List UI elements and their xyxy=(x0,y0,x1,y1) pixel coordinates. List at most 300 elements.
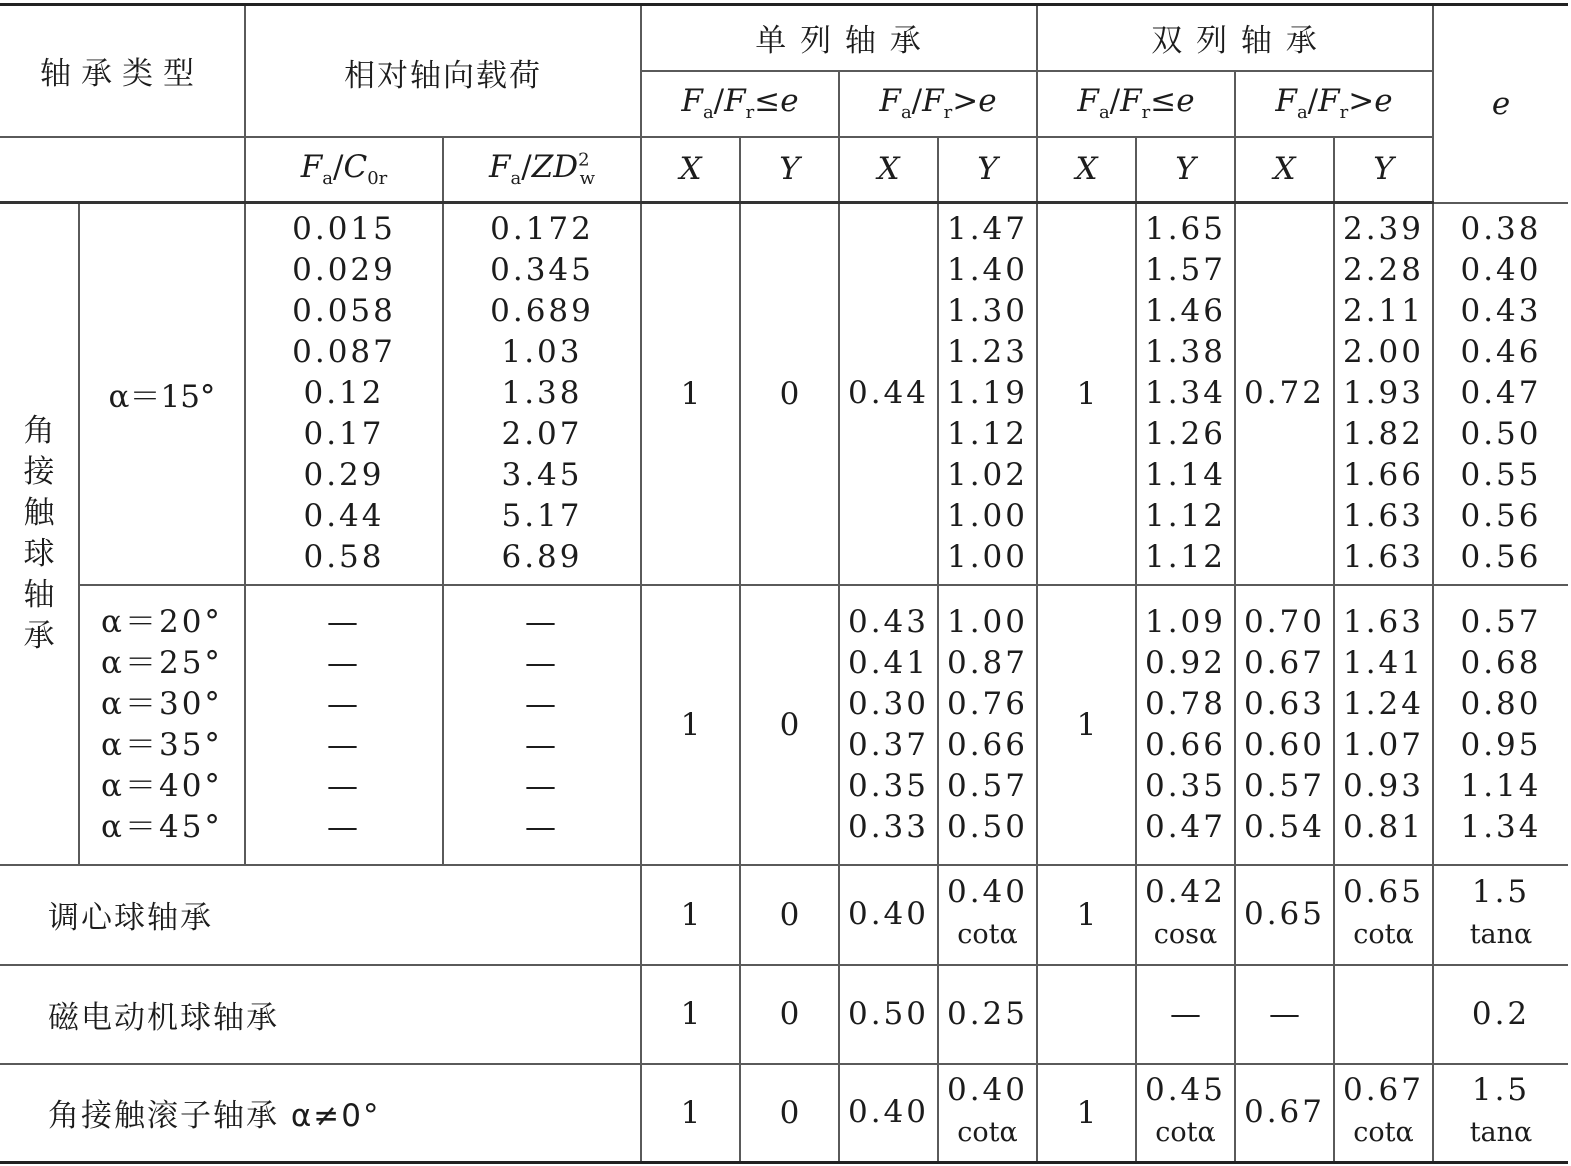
c0r-subscript: 0r xyxy=(367,168,388,190)
relative-axial-load-label: 相对轴向载荷 xyxy=(344,58,542,94)
fa-symbol: F xyxy=(300,149,323,186)
double-gt-x-values xyxy=(1236,602,1333,848)
value: 0.44 xyxy=(847,375,930,412)
list-value: 1.47 xyxy=(946,211,1029,248)
value-number: 1.5 xyxy=(1471,874,1531,910)
list-value: 1.02 xyxy=(946,457,1029,494)
angular-roller-double-gt-x xyxy=(1235,1064,1334,1163)
list-value: 1.24 xyxy=(1342,685,1425,722)
value-number: 0.42 xyxy=(1144,874,1227,910)
value: 1 xyxy=(680,896,701,933)
r-subscript: r xyxy=(1141,102,1151,124)
header-x2 xyxy=(839,137,938,203)
list-value: 0.68 xyxy=(1460,644,1542,681)
e-values xyxy=(1434,602,1568,848)
angular-contact-ball-label xyxy=(19,411,59,657)
list-value: 0.57 xyxy=(1460,603,1542,640)
fa-symbol: F xyxy=(1275,83,1297,120)
value: 1 xyxy=(680,375,701,412)
list-value: α＝25° xyxy=(101,644,223,681)
condition-le: ≤e xyxy=(1150,83,1195,120)
list-value: 0.92 xyxy=(1144,644,1227,681)
value: 0.50 xyxy=(847,995,930,1032)
value: 1 xyxy=(680,996,701,1032)
list-value: α＝45° xyxy=(101,808,223,845)
list-value: 1.34 xyxy=(1144,375,1227,412)
list-value: 1.03 xyxy=(501,334,583,371)
header-x3 xyxy=(1037,137,1136,203)
value: 1 xyxy=(1076,1094,1097,1131)
value: 0.67 xyxy=(1243,1094,1326,1131)
fa-c0r-values xyxy=(246,209,442,578)
single-gt-y-values xyxy=(939,209,1036,578)
header-single-gt: $F_a/F_r>e$ xyxy=(839,71,1037,137)
alpha15-row xyxy=(0,203,1568,585)
y-label: Y xyxy=(1175,151,1196,188)
value: 0 xyxy=(779,706,800,743)
a-subscript: a xyxy=(1296,102,1308,124)
magneto-label-cell xyxy=(0,965,641,1064)
single-gt-x-values xyxy=(840,602,937,848)
alpha-group-double-le-x xyxy=(1037,585,1136,865)
list-value: α＝20° xyxy=(101,603,223,640)
list-value: 0.058 xyxy=(292,293,396,330)
vert-char: 接 xyxy=(23,453,55,490)
value-func: cotα xyxy=(1353,919,1414,950)
list-value: 1.63 xyxy=(1342,498,1425,535)
value: 0.2 xyxy=(1471,995,1531,1032)
bearing-type-label: 轴承类型 xyxy=(40,56,204,93)
header-bearing-type xyxy=(0,5,245,137)
magneto-single-le-y xyxy=(740,965,839,1064)
header-y2 xyxy=(938,137,1037,203)
self-aligning-double-le-x xyxy=(1037,865,1136,965)
two-line-value xyxy=(939,1070,1036,1155)
list-value: 0.17 xyxy=(303,416,385,453)
value-func: tanα xyxy=(1469,919,1533,950)
list-value: 0.56 xyxy=(1460,539,1542,575)
alpha15-double-le-y xyxy=(1136,203,1235,585)
a-subscript: a xyxy=(1098,102,1110,124)
alpha15-single-le-y xyxy=(740,203,839,585)
a-subscript: a xyxy=(900,102,912,124)
alpha15-label-cell xyxy=(79,203,245,585)
self-aligning-single-gt-x xyxy=(839,865,938,965)
list-value: 0.66 xyxy=(1144,726,1227,763)
self-aligning-double-le-y xyxy=(1136,865,1235,965)
alpha-group-labels xyxy=(79,585,245,865)
angular-roller-row xyxy=(0,1064,1568,1163)
list-value: 1.38 xyxy=(501,375,583,412)
vert-char: 轴 xyxy=(23,576,55,613)
alpha15-fa-zdw2 xyxy=(443,203,641,585)
list-value: 1.14 xyxy=(1144,457,1227,494)
alpha-group-single-gt-x xyxy=(839,585,938,865)
magneto-single-gt-x xyxy=(839,965,938,1064)
alpha-group-double-gt-x xyxy=(1235,585,1334,865)
vert-char: 承 xyxy=(23,617,55,654)
header-relative-axial-load xyxy=(245,5,641,137)
value-func: tanα xyxy=(1469,1117,1533,1149)
double-gt-y-values xyxy=(1335,209,1432,578)
y-label: Y xyxy=(779,151,800,188)
list-value: 1.46 xyxy=(1144,293,1227,330)
alpha-group-fa-zdw2 xyxy=(443,585,641,865)
value: — xyxy=(1170,996,1201,1032)
value-number: 0.40 xyxy=(946,1072,1029,1109)
self-aligning-single-gt-y xyxy=(938,865,1037,965)
self-aligning-label-cell xyxy=(0,865,641,965)
alpha15-double-gt-y xyxy=(1334,203,1433,585)
angular-roller-label: 角接触滚子轴承 α≠0° xyxy=(48,1098,381,1135)
x-label: X xyxy=(679,151,702,188)
e-label: e xyxy=(1491,85,1511,122)
alpha15-single-le-x xyxy=(641,203,740,585)
list-value: — xyxy=(327,808,361,845)
value-func: cotα xyxy=(1353,1117,1414,1149)
list-value: 0.81 xyxy=(1342,808,1425,845)
value-func: cotα xyxy=(957,1117,1018,1149)
list-value: 1.26 xyxy=(1144,416,1227,453)
alpha15-double-le-x xyxy=(1037,203,1136,585)
list-value: 1.82 xyxy=(1342,416,1425,453)
magneto-double-le-x xyxy=(1037,965,1136,1064)
self-aligning-e xyxy=(1433,865,1568,965)
header-single-row xyxy=(641,5,1037,71)
header-e xyxy=(1433,5,1568,203)
value-func: cosα xyxy=(1153,919,1218,950)
angular-roller-double-gt-y xyxy=(1334,1064,1433,1163)
list-value: 2.39 xyxy=(1342,211,1425,248)
self-aligning-double-gt-y xyxy=(1334,865,1433,965)
list-value: 1.19 xyxy=(946,375,1029,412)
value: 1 xyxy=(1076,375,1097,412)
two-line-value xyxy=(939,872,1036,957)
header-y1 xyxy=(740,137,839,203)
list-value: 0.689 xyxy=(490,293,594,330)
double-le-y-values xyxy=(1137,602,1234,848)
header-x4 xyxy=(1235,137,1334,203)
list-value: — xyxy=(327,685,361,722)
value: 1 xyxy=(680,1094,701,1131)
header-row-3 xyxy=(0,137,1568,203)
list-value: 0.57 xyxy=(1243,767,1326,804)
single-gt-y-values xyxy=(939,602,1036,848)
y-label: Y xyxy=(977,151,998,188)
magneto-e xyxy=(1433,965,1568,1064)
value: 0.65 xyxy=(1243,896,1326,932)
value-func: cotα xyxy=(957,919,1018,950)
list-value: 1.12 xyxy=(1144,498,1227,535)
vert-char: 球 xyxy=(23,535,55,572)
magneto-double-gt-x xyxy=(1235,965,1334,1064)
list-value: 1.38 xyxy=(1144,334,1227,371)
squared-superscript: 2 xyxy=(578,149,590,171)
alpha15-label: α＝15° xyxy=(108,379,216,416)
angular-roller-label-cell xyxy=(0,1064,641,1163)
zd-symbol: ZD xyxy=(531,149,579,186)
list-value: 1.34 xyxy=(1460,808,1542,845)
list-value: 1.23 xyxy=(946,334,1029,371)
fa-symbol: F xyxy=(879,83,901,120)
fr-symbol: F xyxy=(1318,83,1340,120)
list-value: 1.93 xyxy=(1342,375,1425,412)
angular-roller-single-gt-x xyxy=(839,1064,938,1163)
self-aligning-single-le-y xyxy=(740,865,839,965)
list-value: — xyxy=(327,644,361,681)
alpha-group-fa-c0r xyxy=(245,585,443,865)
value: 1 xyxy=(1076,706,1097,743)
header-double-le: $F_a/F_r\le e$ xyxy=(1037,71,1235,137)
c-symbol: C xyxy=(343,149,368,186)
list-value: 0.78 xyxy=(1144,685,1227,722)
header-double-gt: $F_a/F_r>e$ xyxy=(1235,71,1433,137)
value: 0 xyxy=(779,1094,800,1131)
list-value: — xyxy=(525,644,559,681)
angular-roller-single-gt-y xyxy=(938,1064,1037,1163)
condition-gt: >e xyxy=(1348,83,1393,120)
list-value: — xyxy=(525,767,559,804)
list-value: α＝30° xyxy=(101,685,223,722)
condition-gt: >e xyxy=(952,83,997,120)
vert-char: 触 xyxy=(23,494,55,531)
fa-zdw2-values xyxy=(444,209,640,578)
alpha15-single-gt-x xyxy=(839,203,938,585)
list-value: — xyxy=(327,767,361,804)
header-y3 xyxy=(1136,137,1235,203)
two-line-value xyxy=(1434,872,1568,957)
double-gt-y-values xyxy=(1335,602,1432,848)
fa-symbol: F xyxy=(489,149,511,186)
two-line-value xyxy=(1137,1070,1234,1155)
value: 0.25 xyxy=(946,995,1029,1032)
value: 0 xyxy=(779,996,800,1032)
r-subscript: r xyxy=(1339,102,1349,124)
list-value: 1.66 xyxy=(1342,457,1425,494)
list-value: 0.87 xyxy=(946,644,1029,681)
list-value: 0.80 xyxy=(1460,685,1542,722)
magneto-row xyxy=(0,965,1568,1064)
value-number: 0.40 xyxy=(946,874,1029,910)
list-value: 0.345 xyxy=(490,252,594,289)
value: 0 xyxy=(779,896,800,933)
self-aligning-row xyxy=(0,865,1568,965)
list-value: 0.95 xyxy=(1460,726,1542,763)
condition-le: ≤e xyxy=(754,83,799,120)
magneto-single-gt-y xyxy=(938,965,1037,1064)
y-label: Y xyxy=(1373,151,1394,188)
list-value: 1.14 xyxy=(1460,767,1542,804)
list-value: 1.12 xyxy=(946,416,1029,453)
list-value: 0.33 xyxy=(847,808,930,845)
angular-contact-ball-label-cell xyxy=(0,203,79,865)
list-value: α＝40° xyxy=(101,767,223,804)
angular-roller-double-le-x xyxy=(1037,1064,1136,1163)
header-bearing-type-blank xyxy=(0,137,245,203)
header-x1 xyxy=(641,137,740,203)
list-value: 1.30 xyxy=(946,293,1029,330)
list-value: 5.17 xyxy=(501,498,583,535)
fa-zdw2-values xyxy=(444,602,640,848)
fr-symbol: F xyxy=(1120,83,1142,120)
two-line-value xyxy=(1137,872,1234,957)
alpha-group-e xyxy=(1433,585,1568,865)
list-value: 0.43 xyxy=(847,603,930,640)
list-value: 0.67 xyxy=(1243,644,1326,681)
x-label: X xyxy=(1273,151,1296,188)
header-y4 xyxy=(1334,137,1433,203)
value: 1 xyxy=(1076,896,1097,933)
two-line-value xyxy=(1335,872,1432,957)
value: 1 xyxy=(680,706,701,743)
angular-roller-double-le-y xyxy=(1136,1064,1235,1163)
header-single-le: $F_a/F_r\le e$ xyxy=(641,71,839,137)
alpha15-single-gt-y xyxy=(938,203,1037,585)
list-value: 6.89 xyxy=(501,539,583,576)
header-row-1 xyxy=(0,5,1568,71)
two-line-value xyxy=(1434,1070,1568,1155)
value: 0.40 xyxy=(847,1094,930,1131)
list-value: 1.00 xyxy=(946,539,1029,576)
list-value: 1.00 xyxy=(946,603,1029,640)
list-value: 1.65 xyxy=(1144,211,1227,248)
table-wrapper xyxy=(0,3,1568,1164)
list-value: 1.40 xyxy=(946,252,1029,289)
list-value: 0.37 xyxy=(847,726,930,763)
a-subscript: a xyxy=(702,102,714,124)
two-line-value xyxy=(1335,1070,1432,1155)
double-row-label: 双 列 轴 承 xyxy=(1151,23,1319,60)
fa-symbol: F xyxy=(681,83,703,120)
e-values xyxy=(1434,209,1568,578)
list-value: 0.54 xyxy=(1243,808,1326,845)
list-value: 0.66 xyxy=(946,726,1029,763)
x-label: X xyxy=(877,151,900,188)
list-value: 0.93 xyxy=(1342,767,1425,804)
r-subscript: r xyxy=(943,102,953,124)
list-value: 0.55 xyxy=(1460,457,1542,493)
double-le-y-values xyxy=(1137,209,1234,578)
list-value: α＝35° xyxy=(101,726,223,763)
list-value: 0.56 xyxy=(1460,498,1542,534)
value: — xyxy=(1269,996,1300,1032)
alpha15-double-gt-x xyxy=(1235,203,1334,585)
list-value: 0.29 xyxy=(303,457,385,494)
value-number: 1.5 xyxy=(1471,1072,1531,1109)
vert-char: 角 xyxy=(23,412,55,449)
list-value: — xyxy=(327,603,361,640)
list-value: 0.57 xyxy=(946,767,1029,804)
list-value: 1.12 xyxy=(1144,539,1227,576)
magneto-single-le-x xyxy=(641,965,740,1064)
value-func: cotα xyxy=(1155,1117,1216,1149)
list-value: — xyxy=(525,808,559,845)
w-subscript: w xyxy=(579,168,595,190)
list-value: 1.00 xyxy=(946,498,1029,535)
list-value: 0.50 xyxy=(946,808,1029,845)
fr-symbol: F xyxy=(922,83,944,120)
list-value: 1.07 xyxy=(1342,726,1425,763)
list-value: 0.47 xyxy=(1144,808,1227,845)
value-number: 0.67 xyxy=(1342,1072,1425,1109)
list-value: 0.50 xyxy=(1460,416,1542,452)
value: 0.40 xyxy=(847,896,930,932)
list-value: 0.30 xyxy=(847,685,930,722)
list-value: 3.45 xyxy=(501,457,583,494)
alpha-group-single-le-y xyxy=(740,585,839,865)
list-value: 2.00 xyxy=(1342,334,1425,371)
angular-roller-single-le-y xyxy=(740,1064,839,1163)
list-value: 0.44 xyxy=(303,498,385,535)
fr-symbol: F xyxy=(724,83,746,120)
list-value: 2.11 xyxy=(1342,293,1425,330)
list-value: 0.40 xyxy=(1460,252,1542,288)
list-value: 0.43 xyxy=(1460,293,1542,329)
list-value: 0.47 xyxy=(1460,375,1542,411)
list-value: 0.70 xyxy=(1243,603,1326,640)
self-aligning-label: 调心球轴承 xyxy=(48,900,213,936)
list-value: 0.58 xyxy=(303,539,385,576)
list-value: 0.76 xyxy=(946,685,1029,722)
list-value: 2.28 xyxy=(1342,252,1425,289)
fa-c0r-values xyxy=(246,602,442,848)
list-value: 0.63 xyxy=(1243,685,1326,722)
angular-roller-e xyxy=(1433,1064,1568,1163)
r-subscript: r xyxy=(745,102,755,124)
alpha15-e xyxy=(1433,203,1568,585)
list-value: 0.60 xyxy=(1243,726,1326,763)
list-value: 1.09 xyxy=(1144,603,1227,640)
alpha-labels xyxy=(80,602,244,848)
self-aligning-double-gt-x xyxy=(1235,865,1334,965)
list-value: 1.57 xyxy=(1144,252,1227,289)
alpha15-fa-c0r xyxy=(245,203,443,585)
list-value: 0.172 xyxy=(490,211,594,248)
list-value: 1.63 xyxy=(1342,539,1425,576)
fa-symbol: F xyxy=(1077,83,1099,120)
a-subscript: a xyxy=(322,168,333,190)
list-value: — xyxy=(327,726,361,763)
value: 0 xyxy=(779,375,800,412)
a-subscript: a xyxy=(510,168,522,190)
list-value: 1.63 xyxy=(1342,603,1425,640)
list-value: 0.41 xyxy=(847,644,930,681)
list-value: — xyxy=(525,603,559,640)
list-value: 0.087 xyxy=(292,334,396,371)
self-aligning-single-le-x xyxy=(641,865,740,965)
list-value: — xyxy=(525,685,559,722)
magneto-label: 磁电动机球轴承 xyxy=(48,999,279,1036)
angular-roller-single-le-x xyxy=(641,1064,740,1163)
list-value: 0.029 xyxy=(292,252,396,289)
value-number: 0.65 xyxy=(1342,874,1425,910)
list-value: 2.07 xyxy=(501,416,583,453)
alpha-group-single-gt-y xyxy=(938,585,1037,865)
list-value: 0.38 xyxy=(1460,211,1542,247)
single-row-label: 单 列 轴 承 xyxy=(755,23,923,60)
list-value: 0.35 xyxy=(847,767,930,804)
alpha-group-single-le-x xyxy=(641,585,740,865)
list-value: 0.12 xyxy=(303,375,385,412)
value-number: 0.45 xyxy=(1144,1072,1227,1109)
list-value: 0.015 xyxy=(292,211,396,248)
alpha-group-double-le-y xyxy=(1136,585,1235,865)
bearing-load-factor-table xyxy=(0,3,1568,1164)
value: 0.72 xyxy=(1243,375,1326,412)
magneto-double-gt-y xyxy=(1334,965,1433,1064)
alpha-group-double-gt-y xyxy=(1334,585,1433,865)
alpha-group-row xyxy=(0,585,1568,865)
